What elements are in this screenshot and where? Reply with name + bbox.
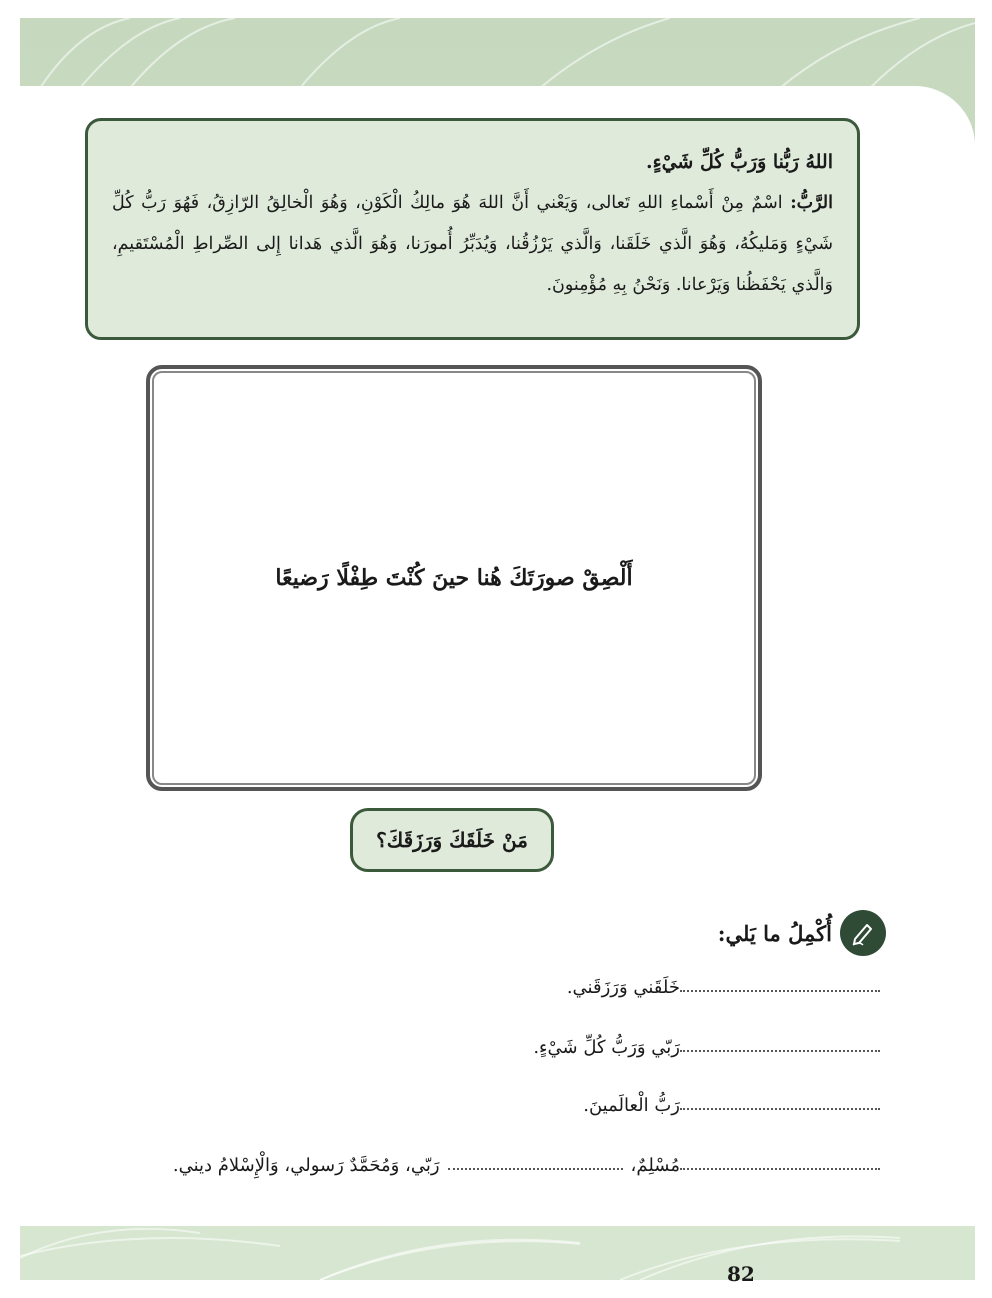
- photo-frame[interactable]: [146, 365, 762, 791]
- exercise-header: [718, 910, 886, 956]
- exercise-row-text-2: رَبّي، وَمُحَمَّدٌ رَسولي، وَالْإِسْلامُ ديني.: [172, 1155, 440, 1176]
- answer-blank[interactable]: [680, 1048, 880, 1052]
- definition-term: الرَّبُّ:: [790, 193, 833, 213]
- exercise-row-text: رَبّي وَرَبُّ كُلِّ شَيْءٍ.: [533, 1037, 680, 1058]
- answer-blank[interactable]: [448, 1166, 623, 1170]
- exercise-row-text: مُسْلِمٌ،: [630, 1155, 680, 1176]
- exercise-row: [583, 1080, 880, 1116]
- photo-frame-label: أَلْصِقْ صورَتَكَ هُنا حينَ كُنْتَ طِفْلًا رَضيعًا: [275, 565, 633, 591]
- answer-blank[interactable]: [680, 1106, 880, 1110]
- question-box: [350, 808, 554, 872]
- exercise-row: [173, 1140, 880, 1176]
- definition-body: [112, 183, 833, 306]
- question-text: مَنْ خَلَقَكَ وَرَزَقَكَ؟: [376, 828, 528, 852]
- pencil-icon: [840, 910, 886, 956]
- exercise-row-extra: [173, 1155, 631, 1176]
- exercise-row-text: رَبُّ الْعالَمينَ.: [583, 1095, 680, 1116]
- exercise-title: أُكْمِلُ ما يَلي:: [717, 920, 832, 946]
- exercise-row-text: خَلَقَني وَرَزَقَني.: [566, 977, 680, 998]
- exercise-row: [567, 962, 880, 998]
- exercise-row: [533, 1022, 880, 1058]
- answer-blank[interactable]: [680, 1166, 880, 1170]
- definition-box: [85, 118, 860, 340]
- bottom-decoration: [20, 1226, 975, 1280]
- definition-text: اسْمٌ مِنْ أَسْماءِ اللهِ تَعالى، وَيَعْني أَنَّ اللهَ هُوَ مالِكُ الْكَوْنِ، وَهُوَ الْخالِقُ الرّازِقُ، فَهُوَ رَبُّ كُلِّ شَيْءٍ وَمَليكُهُ، وَهُوَ الَّذي خَلَقَنا، وَالَّذي يَرْزُقُنا، وَيُدَبِّرُ أُمورَنا، وَهُوَ الَّذي هَدانا إِلى الصِّراطِ الْمُسْتَقيمِ، وَالَّذي يَحْفَظُنا وَيَرْعانا. وَنَحْنُ بِهِ مُؤْمِنونَ.: [112, 193, 833, 295]
- page-number: 82: [727, 1262, 755, 1286]
- definition-title: اللهُ رَبُّنا وَرَبُّ كُلِّ شَيْءٍ.: [646, 151, 833, 173]
- answer-blank[interactable]: [680, 988, 880, 992]
